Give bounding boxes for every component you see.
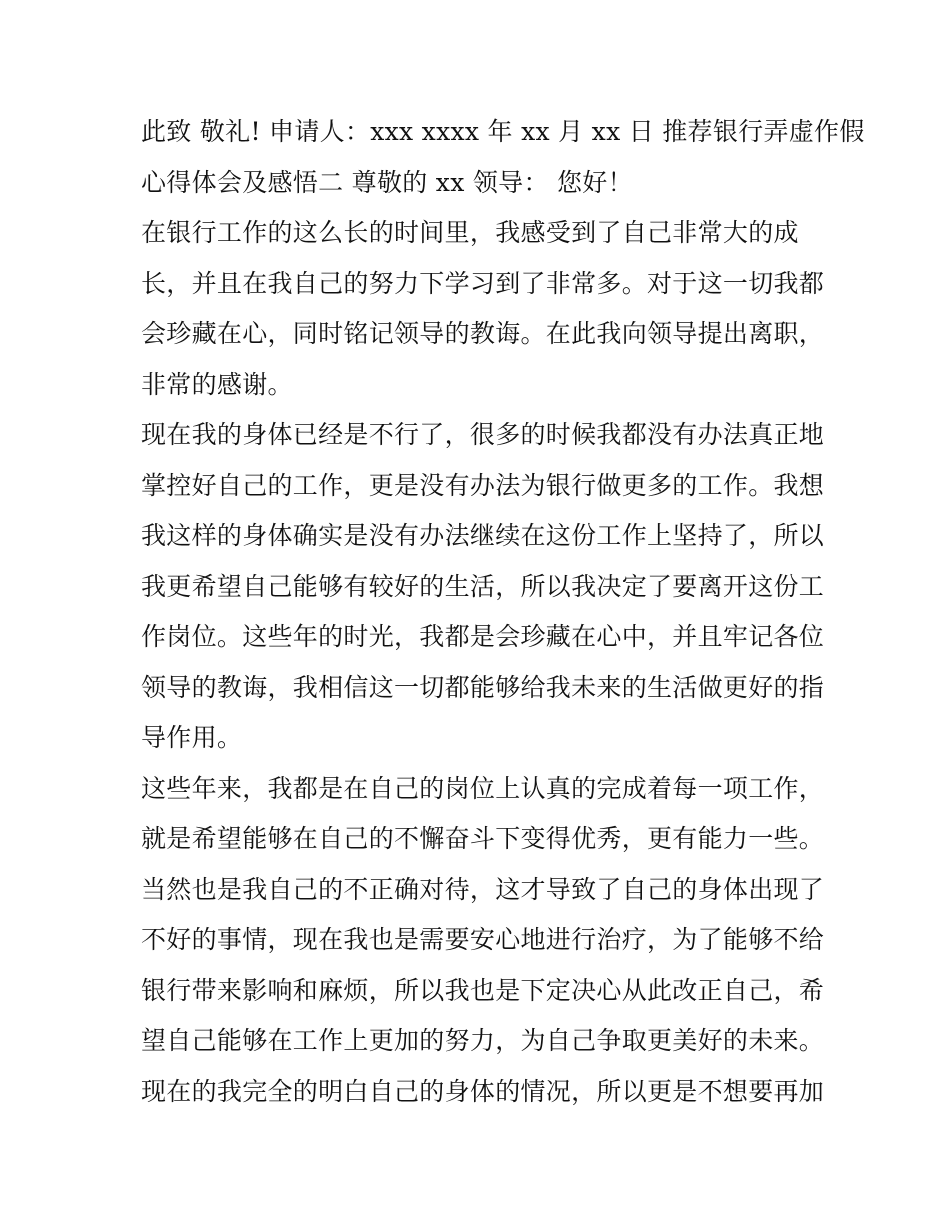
text-line-8: 掌控好自己的工作，更是没有办法为银行做更多的工作。我想: [141, 470, 825, 500]
text-line-17: 不好的事情，现在我也是需要安心地进行治疗，为了能够不给: [141, 925, 825, 954]
text-line-14: 这些年来，我都是在自己的岗位上认真的完成着每一项工作，: [141, 773, 825, 803]
text-line-20: 现在的我完全的明白自己的身体的情况，所以更是不想要再加: [141, 1076, 825, 1106]
text-line-3: 在银行工作的这么长的时间里，我感受到了自己非常大的成: [141, 218, 799, 247]
text-line-2: 心得体会及感悟二 尊敬的 xx 领导： 您好！: [141, 167, 633, 197]
text-line-18: 银行带来影响和麻烦，所以我也是下定决心从此改正自己，希: [141, 975, 825, 1005]
text-line-10: 我更希望自己能够有较好的生活，所以我决定了要离开这份工: [141, 571, 825, 601]
text-line-15: 就是希望能够在自己的不懈奋斗下变得优秀，更有能力一些。: [141, 824, 825, 853]
text-line-5: 会珍藏在心，同时铭记领导的教诲。在此我向领导提出离职，: [141, 319, 825, 348]
text-line-9: 我这样的身体确实是没有办法继续在这份工作上坚持了，所以: [141, 521, 825, 550]
text-line-12: 领导的教诲，我相信这一切都能够给我未来的生活做更好的指: [141, 672, 825, 702]
text-line-13: 导作用。: [141, 723, 243, 752]
text-line-19: 望自己能够在工作上更加的努力，为自己争取更美好的未来。: [141, 1026, 825, 1055]
text-line-4: 长，并且在我自己的努力下学习到了非常多。对于这一切我都: [141, 268, 825, 298]
text-line-6: 非常的感谢。: [141, 369, 293, 399]
text-line-11: 作岗位。这些年的时光，我都是会珍藏在心中，并且牢记各位: [141, 622, 825, 651]
text-line-16: 当然也是我自己的不正确对待，这才导致了自己的身体出现了: [141, 874, 825, 904]
text-line-7: 现在我的身体已经是不行了，很多的时候我都没有办法真正地: [141, 420, 825, 449]
text-line-1: 此致 敬礼! 申请人：xxx xxxx 年 xx 月 xx 日 推荐银行弄虚作假: [141, 117, 865, 146]
document-body: [141, 107, 865, 1117]
